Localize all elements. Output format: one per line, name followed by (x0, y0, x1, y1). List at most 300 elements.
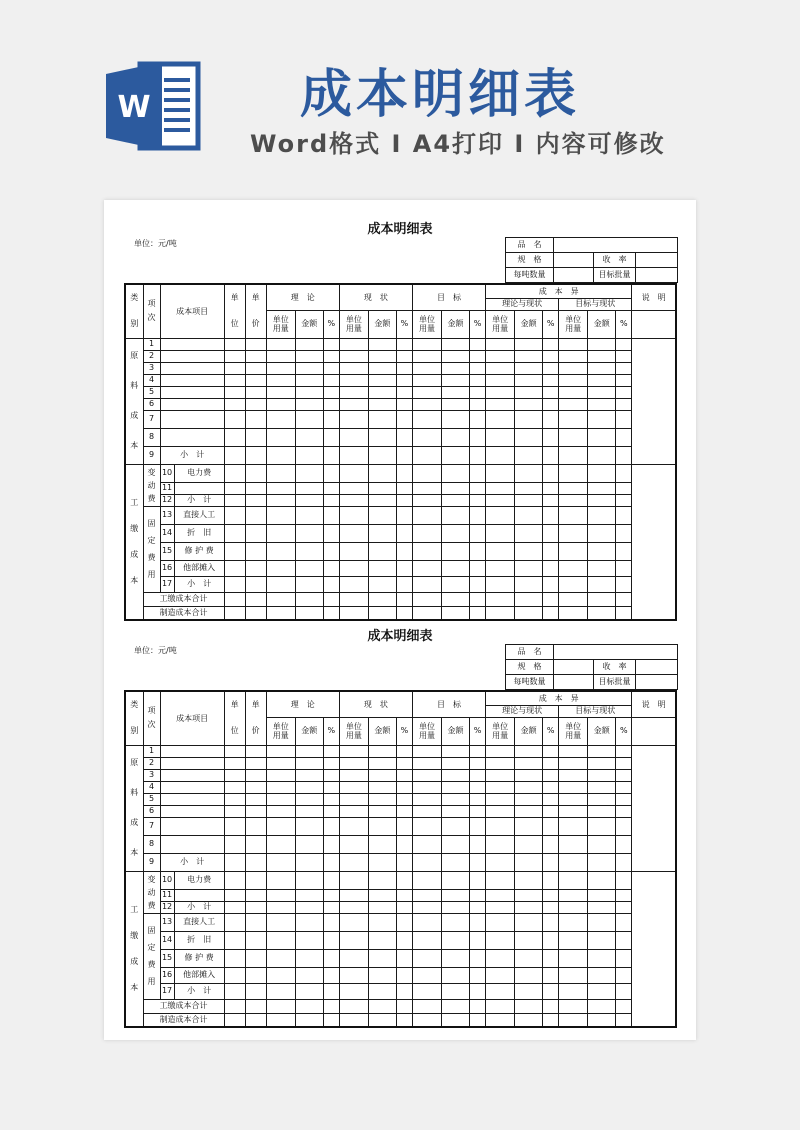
data-cell[interactable] (266, 362, 295, 374)
data-cell[interactable] (323, 506, 339, 524)
data-cell[interactable] (616, 835, 632, 853)
data-cell[interactable] (470, 338, 486, 350)
data-cell[interactable] (559, 983, 588, 999)
data-cell[interactable] (245, 769, 266, 781)
data-cell[interactable] (368, 931, 396, 949)
data-cell[interactable] (396, 817, 412, 835)
data-cell[interactable] (323, 901, 339, 913)
data-cell[interactable] (515, 931, 543, 949)
data-cell[interactable] (441, 769, 469, 781)
data-cell[interactable] (396, 793, 412, 805)
data-cell[interactable] (224, 576, 245, 592)
data-cell[interactable] (588, 482, 616, 494)
data-cell[interactable] (588, 967, 616, 983)
data-cell[interactable] (616, 494, 632, 506)
data-cell[interactable] (515, 1013, 543, 1027)
data-cell[interactable] (412, 793, 441, 805)
data-cell[interactable] (396, 949, 412, 967)
data-cell[interactable] (486, 560, 515, 576)
data-cell[interactable] (224, 542, 245, 560)
data-cell[interactable] (323, 913, 339, 931)
data-cell[interactable] (396, 805, 412, 817)
data-cell[interactable] (323, 592, 339, 606)
data-cell[interactable] (616, 464, 632, 482)
data-cell[interactable] (224, 901, 245, 913)
data-cell[interactable] (323, 871, 339, 889)
data-cell[interactable] (616, 949, 632, 967)
data-cell[interactable] (470, 576, 486, 592)
data-cell[interactable] (396, 338, 412, 350)
data-cell[interactable] (543, 983, 559, 999)
data-cell[interactable] (323, 817, 339, 835)
data-cell[interactable] (412, 781, 441, 793)
data-cell[interactable] (266, 931, 295, 949)
data-cell[interactable] (616, 374, 632, 386)
data-cell[interactable] (486, 999, 515, 1013)
data-cell[interactable] (295, 374, 323, 386)
data-cell[interactable] (224, 745, 245, 757)
data-cell[interactable] (224, 949, 245, 967)
data-cell[interactable] (486, 494, 515, 506)
data-cell[interactable] (368, 949, 396, 967)
data-cell[interactable] (396, 410, 412, 428)
data-cell[interactable] (412, 362, 441, 374)
data-cell[interactable] (368, 592, 396, 606)
data-cell[interactable] (470, 350, 486, 362)
data-cell[interactable] (588, 560, 616, 576)
data-cell[interactable] (470, 967, 486, 983)
data-cell[interactable] (486, 386, 515, 398)
data-cell[interactable] (339, 398, 368, 410)
data-cell[interactable] (412, 871, 441, 889)
data-cell[interactable] (295, 338, 323, 350)
data-cell[interactable] (295, 889, 323, 901)
data-cell[interactable] (323, 853, 339, 871)
data-cell[interactable] (616, 386, 632, 398)
remarks-cell[interactable] (632, 871, 676, 1027)
data-cell[interactable] (368, 428, 396, 446)
data-cell[interactable] (559, 592, 588, 606)
data-cell[interactable] (323, 606, 339, 620)
data-cell[interactable] (396, 871, 412, 889)
data-cell[interactable] (339, 835, 368, 853)
data-cell[interactable] (412, 967, 441, 983)
data-cell[interactable] (412, 428, 441, 446)
data-cell[interactable] (368, 853, 396, 871)
data-cell[interactable] (224, 410, 245, 428)
data-cell[interactable] (515, 494, 543, 506)
data-cell[interactable] (441, 805, 469, 817)
data-cell[interactable] (295, 410, 323, 428)
data-cell[interactable] (559, 889, 588, 901)
data-cell[interactable] (368, 524, 396, 542)
data-cell[interactable] (412, 817, 441, 835)
data-cell[interactable] (224, 606, 245, 620)
data-cell[interactable] (470, 817, 486, 835)
data-cell[interactable] (339, 482, 368, 494)
data-cell[interactable] (486, 757, 515, 769)
data-cell[interactable] (543, 446, 559, 464)
data-cell[interactable] (543, 464, 559, 482)
data-cell[interactable] (339, 576, 368, 592)
data-cell[interactable] (266, 1013, 295, 1027)
data-cell[interactable] (368, 781, 396, 793)
data-cell[interactable] (412, 757, 441, 769)
data-cell[interactable] (616, 871, 632, 889)
data-cell[interactable] (470, 362, 486, 374)
data-cell[interactable] (588, 362, 616, 374)
data-cell[interactable] (470, 592, 486, 606)
data-cell[interactable] (441, 817, 469, 835)
data-cell[interactable] (412, 769, 441, 781)
data-cell[interactable] (368, 410, 396, 428)
data-cell[interactable] (588, 853, 616, 871)
data-cell[interactable] (470, 853, 486, 871)
data-cell[interactable] (515, 967, 543, 983)
data-cell[interactable] (441, 428, 469, 446)
data-cell[interactable] (470, 606, 486, 620)
data-cell[interactable] (266, 983, 295, 999)
data-cell[interactable] (323, 362, 339, 374)
data-cell[interactable] (339, 871, 368, 889)
data-cell[interactable] (368, 398, 396, 410)
data-cell[interactable] (470, 949, 486, 967)
data-cell[interactable] (295, 913, 323, 931)
data-cell[interactable] (412, 494, 441, 506)
yield-cell[interactable] (636, 660, 678, 675)
data-cell[interactable] (245, 494, 266, 506)
data-cell[interactable] (368, 901, 396, 913)
data-cell[interactable] (515, 606, 543, 620)
data-cell[interactable] (515, 853, 543, 871)
data-cell[interactable] (224, 853, 245, 871)
data-cell[interactable] (266, 494, 295, 506)
data-cell[interactable] (559, 398, 588, 410)
data-cell[interactable] (515, 350, 543, 362)
data-cell[interactable] (588, 817, 616, 835)
data-cell[interactable] (368, 835, 396, 853)
data-cell[interactable] (295, 386, 323, 398)
data-cell[interactable] (616, 576, 632, 592)
data-cell[interactable] (396, 983, 412, 999)
data-cell[interactable] (515, 901, 543, 913)
cost-item-cell[interactable] (160, 769, 224, 781)
data-cell[interactable] (224, 999, 245, 1013)
data-cell[interactable] (559, 560, 588, 576)
cost-item-cell[interactable] (160, 362, 224, 374)
data-cell[interactable] (559, 362, 588, 374)
data-cell[interactable] (588, 781, 616, 793)
data-cell[interactable] (441, 967, 469, 983)
data-cell[interactable] (515, 398, 543, 410)
data-cell[interactable] (441, 446, 469, 464)
data-cell[interactable] (441, 781, 469, 793)
data-cell[interactable] (441, 793, 469, 805)
data-cell[interactable] (339, 410, 368, 428)
data-cell[interactable] (412, 560, 441, 576)
data-cell[interactable] (368, 805, 396, 817)
data-cell[interactable] (368, 560, 396, 576)
data-cell[interactable] (368, 446, 396, 464)
data-cell[interactable] (339, 949, 368, 967)
data-cell[interactable] (486, 410, 515, 428)
data-cell[interactable] (339, 983, 368, 999)
data-cell[interactable] (616, 889, 632, 901)
data-cell[interactable] (441, 386, 469, 398)
data-cell[interactable] (441, 606, 469, 620)
cost-item-cell[interactable] (160, 805, 224, 817)
data-cell[interactable] (441, 889, 469, 901)
data-cell[interactable] (559, 524, 588, 542)
data-cell[interactable] (470, 506, 486, 524)
data-cell[interactable] (559, 446, 588, 464)
data-cell[interactable] (323, 374, 339, 386)
data-cell[interactable] (295, 769, 323, 781)
data-cell[interactable] (588, 386, 616, 398)
data-cell[interactable] (616, 757, 632, 769)
cost-item-name[interactable] (174, 482, 224, 494)
data-cell[interactable] (295, 506, 323, 524)
data-cell[interactable] (486, 482, 515, 494)
data-cell[interactable] (515, 793, 543, 805)
data-cell[interactable] (245, 410, 266, 428)
data-cell[interactable] (559, 901, 588, 913)
data-cell[interactable] (616, 781, 632, 793)
data-cell[interactable] (339, 606, 368, 620)
data-cell[interactable] (368, 542, 396, 560)
data-cell[interactable] (224, 398, 245, 410)
per-ton-qty-cell[interactable] (554, 268, 594, 283)
data-cell[interactable] (616, 805, 632, 817)
cost-item-cell[interactable] (160, 338, 224, 350)
data-cell[interactable] (515, 983, 543, 999)
data-cell[interactable] (486, 793, 515, 805)
data-cell[interactable] (559, 931, 588, 949)
data-cell[interactable] (588, 901, 616, 913)
data-cell[interactable] (559, 606, 588, 620)
data-cell[interactable] (266, 853, 295, 871)
data-cell[interactable] (588, 793, 616, 805)
cost-item-cell[interactable] (160, 817, 224, 835)
cost-item-cell[interactable] (160, 350, 224, 362)
data-cell[interactable] (470, 524, 486, 542)
data-cell[interactable] (543, 757, 559, 769)
data-cell[interactable] (559, 386, 588, 398)
data-cell[interactable] (266, 560, 295, 576)
data-cell[interactable] (441, 350, 469, 362)
data-cell[interactable] (441, 983, 469, 999)
product-name-cell[interactable] (554, 645, 678, 660)
data-cell[interactable] (470, 913, 486, 931)
data-cell[interactable] (588, 542, 616, 560)
data-cell[interactable] (486, 542, 515, 560)
data-cell[interactable] (323, 769, 339, 781)
data-cell[interactable] (266, 901, 295, 913)
data-cell[interactable] (515, 949, 543, 967)
data-cell[interactable] (616, 398, 632, 410)
data-cell[interactable] (515, 757, 543, 769)
yield-cell[interactable] (636, 253, 678, 268)
data-cell[interactable] (323, 494, 339, 506)
data-cell[interactable] (245, 781, 266, 793)
data-cell[interactable] (368, 1013, 396, 1027)
data-cell[interactable] (486, 374, 515, 386)
data-cell[interactable] (441, 1013, 469, 1027)
data-cell[interactable] (368, 506, 396, 524)
data-cell[interactable] (412, 446, 441, 464)
data-cell[interactable] (486, 464, 515, 482)
data-cell[interactable] (559, 482, 588, 494)
data-cell[interactable] (559, 576, 588, 592)
data-cell[interactable] (339, 781, 368, 793)
data-cell[interactable] (224, 805, 245, 817)
data-cell[interactable] (295, 983, 323, 999)
data-cell[interactable] (559, 410, 588, 428)
data-cell[interactable] (396, 967, 412, 983)
data-cell[interactable] (412, 913, 441, 931)
data-cell[interactable] (295, 362, 323, 374)
data-cell[interactable] (339, 592, 368, 606)
data-cell[interactable] (339, 913, 368, 931)
data-cell[interactable] (470, 745, 486, 757)
data-cell[interactable] (486, 949, 515, 967)
data-cell[interactable] (295, 745, 323, 757)
data-cell[interactable] (295, 494, 323, 506)
data-cell[interactable] (441, 338, 469, 350)
data-cell[interactable] (368, 769, 396, 781)
data-cell[interactable] (412, 542, 441, 560)
data-cell[interactable] (515, 482, 543, 494)
data-cell[interactable] (559, 338, 588, 350)
data-cell[interactable] (224, 835, 245, 853)
data-cell[interactable] (323, 560, 339, 576)
remarks-blank-header[interactable] (632, 717, 676, 745)
data-cell[interactable] (515, 464, 543, 482)
data-cell[interactable] (441, 494, 469, 506)
data-cell[interactable] (515, 576, 543, 592)
data-cell[interactable] (396, 542, 412, 560)
data-cell[interactable] (441, 757, 469, 769)
data-cell[interactable] (224, 592, 245, 606)
data-cell[interactable] (588, 745, 616, 757)
data-cell[interactable] (412, 745, 441, 757)
data-cell[interactable] (368, 817, 396, 835)
data-cell[interactable] (295, 592, 323, 606)
data-cell[interactable] (515, 745, 543, 757)
data-cell[interactable] (543, 506, 559, 524)
data-cell[interactable] (486, 835, 515, 853)
data-cell[interactable] (616, 446, 632, 464)
data-cell[interactable] (543, 745, 559, 757)
data-cell[interactable] (224, 769, 245, 781)
data-cell[interactable] (266, 913, 295, 931)
data-cell[interactable] (224, 362, 245, 374)
remarks-cell[interactable] (632, 464, 676, 620)
target-batch-cell[interactable] (636, 268, 678, 283)
data-cell[interactable] (543, 931, 559, 949)
data-cell[interactable] (616, 482, 632, 494)
data-cell[interactable] (368, 606, 396, 620)
data-cell[interactable] (543, 592, 559, 606)
data-cell[interactable] (486, 853, 515, 871)
data-cell[interactable] (559, 817, 588, 835)
data-cell[interactable] (441, 410, 469, 428)
data-cell[interactable] (616, 542, 632, 560)
data-cell[interactable] (396, 757, 412, 769)
data-cell[interactable] (245, 949, 266, 967)
data-cell[interactable] (245, 817, 266, 835)
data-cell[interactable] (323, 889, 339, 901)
data-cell[interactable] (486, 983, 515, 999)
data-cell[interactable] (588, 494, 616, 506)
data-cell[interactable] (486, 606, 515, 620)
data-cell[interactable] (295, 542, 323, 560)
data-cell[interactable] (224, 524, 245, 542)
data-cell[interactable] (412, 931, 441, 949)
data-cell[interactable] (515, 889, 543, 901)
data-cell[interactable] (588, 410, 616, 428)
data-cell[interactable] (543, 338, 559, 350)
data-cell[interactable] (339, 506, 368, 524)
data-cell[interactable] (559, 949, 588, 967)
data-cell[interactable] (470, 757, 486, 769)
data-cell[interactable] (245, 374, 266, 386)
data-cell[interactable] (616, 817, 632, 835)
data-cell[interactable] (412, 835, 441, 853)
data-cell[interactable] (470, 901, 486, 913)
data-cell[interactable] (559, 999, 588, 1013)
data-cell[interactable] (396, 606, 412, 620)
data-cell[interactable] (470, 835, 486, 853)
data-cell[interactable] (368, 338, 396, 350)
target-batch-cell[interactable] (636, 675, 678, 690)
data-cell[interactable] (486, 931, 515, 949)
data-cell[interactable] (396, 506, 412, 524)
data-cell[interactable] (486, 781, 515, 793)
product-name-cell[interactable] (554, 238, 678, 253)
data-cell[interactable] (224, 494, 245, 506)
data-cell[interactable] (559, 913, 588, 931)
data-cell[interactable] (412, 506, 441, 524)
data-cell[interactable] (339, 374, 368, 386)
data-cell[interactable] (266, 524, 295, 542)
data-cell[interactable] (245, 350, 266, 362)
data-cell[interactable] (323, 410, 339, 428)
data-cell[interactable] (368, 464, 396, 482)
data-cell[interactable] (339, 350, 368, 362)
data-cell[interactable] (616, 1013, 632, 1027)
data-cell[interactable] (543, 805, 559, 817)
data-cell[interactable] (245, 931, 266, 949)
data-cell[interactable] (486, 592, 515, 606)
data-cell[interactable] (368, 374, 396, 386)
data-cell[interactable] (470, 889, 486, 901)
data-cell[interactable] (266, 410, 295, 428)
data-cell[interactable] (412, 1013, 441, 1027)
cost-item-cell[interactable] (160, 793, 224, 805)
cost-item-cell[interactable] (160, 781, 224, 793)
data-cell[interactable] (588, 606, 616, 620)
data-cell[interactable] (368, 913, 396, 931)
data-cell[interactable] (543, 482, 559, 494)
data-cell[interactable] (339, 386, 368, 398)
data-cell[interactable] (543, 871, 559, 889)
cost-item-cell[interactable] (160, 386, 224, 398)
data-cell[interactable] (396, 835, 412, 853)
data-cell[interactable] (412, 464, 441, 482)
data-cell[interactable] (295, 901, 323, 913)
data-cell[interactable] (470, 560, 486, 576)
